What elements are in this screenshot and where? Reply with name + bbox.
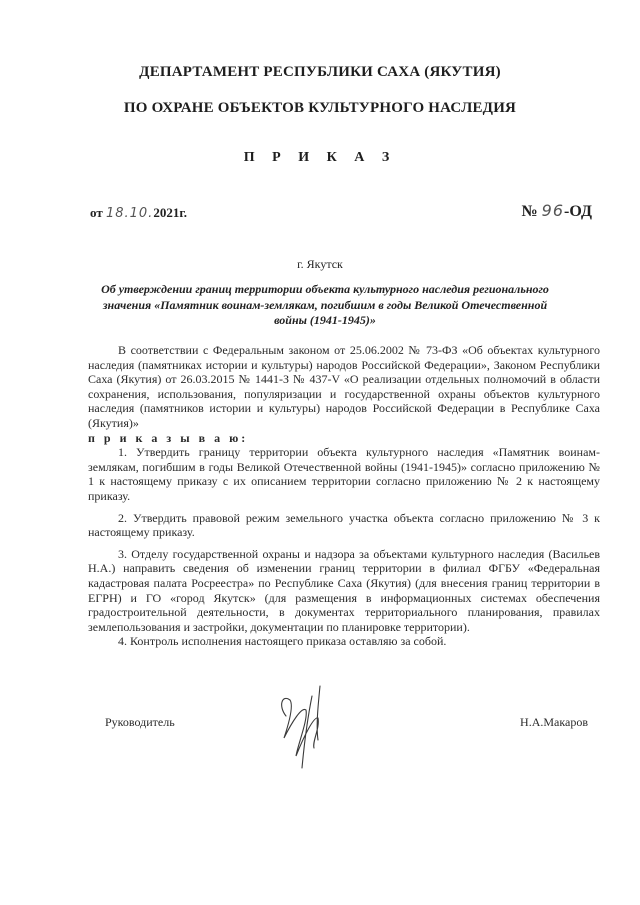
department-name-line2: ПО ОХРАНЕ ОБЪЕКТОВ КУЛЬТУРНОГО НАСЛЕДИЯ (123, 100, 517, 116)
date-year: 2021г. (153, 205, 188, 220)
city-line: г. Якутск (297, 257, 343, 271)
handwritten-signature (268, 676, 348, 771)
order-item-1: 1. Утвердить границу территории объекта культурного наследия «Памятник воинам-землякам, погибшим в годы Великой Отечественной войны (1941-1945)» согласно приложению № 1 к настоящему приказу с их описанием территории согласно приложению № 2 к настоящему приказу. (88, 445, 600, 503)
department-name-line1: ДЕПАРТАМЕНТ РЕСПУБЛИКИ САХА (ЯКУТИЯ) (139, 64, 501, 80)
preamble-paragraph: В соответствии с Федеральным законом от 25.06.2002 № 73-ФЗ «Об объектах культурного наследия (памятниках истории и культуры) народов Российской Федерации», Законом Республики Саха (Якутия) от 26.03.2015 № 1441-З № 437-V «О реализации отдельных полномочий в области сохранения, использования, популяризации и государственной охраны объектов культурного наследия (памятников истории и культуры) народов Российской Федерации в Республике Саха (Якутия)» (88, 343, 600, 430)
order-item-4: 4. Контроль исполнения настоящего приказа оставляю за собой. (118, 634, 447, 649)
order-number (522, 201, 592, 221)
order-date (90, 205, 187, 221)
order-subject: Об утверждении границ территории объекта культурного наследия регионального значения «Памятник воинам-землякам, погибшим в годы Великой Отечественной войны (1941-1945)» (101, 282, 549, 327)
signatory-position: Руководитель (105, 715, 175, 729)
order-item-3: 3. Отделу государственной охраны и надзора за объектами культурного наследия (Васильев Н.А.) направить сведения об изменении границ территории в филиал ФГБУ «Федеральная кадастровая палата Росреестра» по Республике Саха (Якутия) (для внесения границ территории в ЕГРН) и ГО «город Якутск» (для размещения в информационных системах обеспечения градостроительной деятельности, в документах территориального планирования, правилах землепользования и застройки, документации по планировке территории). (88, 546, 600, 634)
signatory-name: Н.А.Макаров (520, 715, 588, 729)
date-prefix: от (90, 205, 103, 220)
number-suffix: -ОД (564, 203, 592, 220)
document-type-title: П Р И К А З (243, 150, 397, 165)
handwritten-date: 18.10. (105, 206, 154, 221)
order-item-2: 2. Утвердить правовой режим земельного участка объекта согласно приложению № 3 к настоящему приказу. (88, 510, 600, 540)
handwritten-number: 96 (541, 201, 565, 220)
number-prefix: № (521, 203, 538, 220)
order-body (88, 343, 600, 649)
prikazyvayu-heading: п р и к а з ы в а ю: (88, 430, 249, 445)
